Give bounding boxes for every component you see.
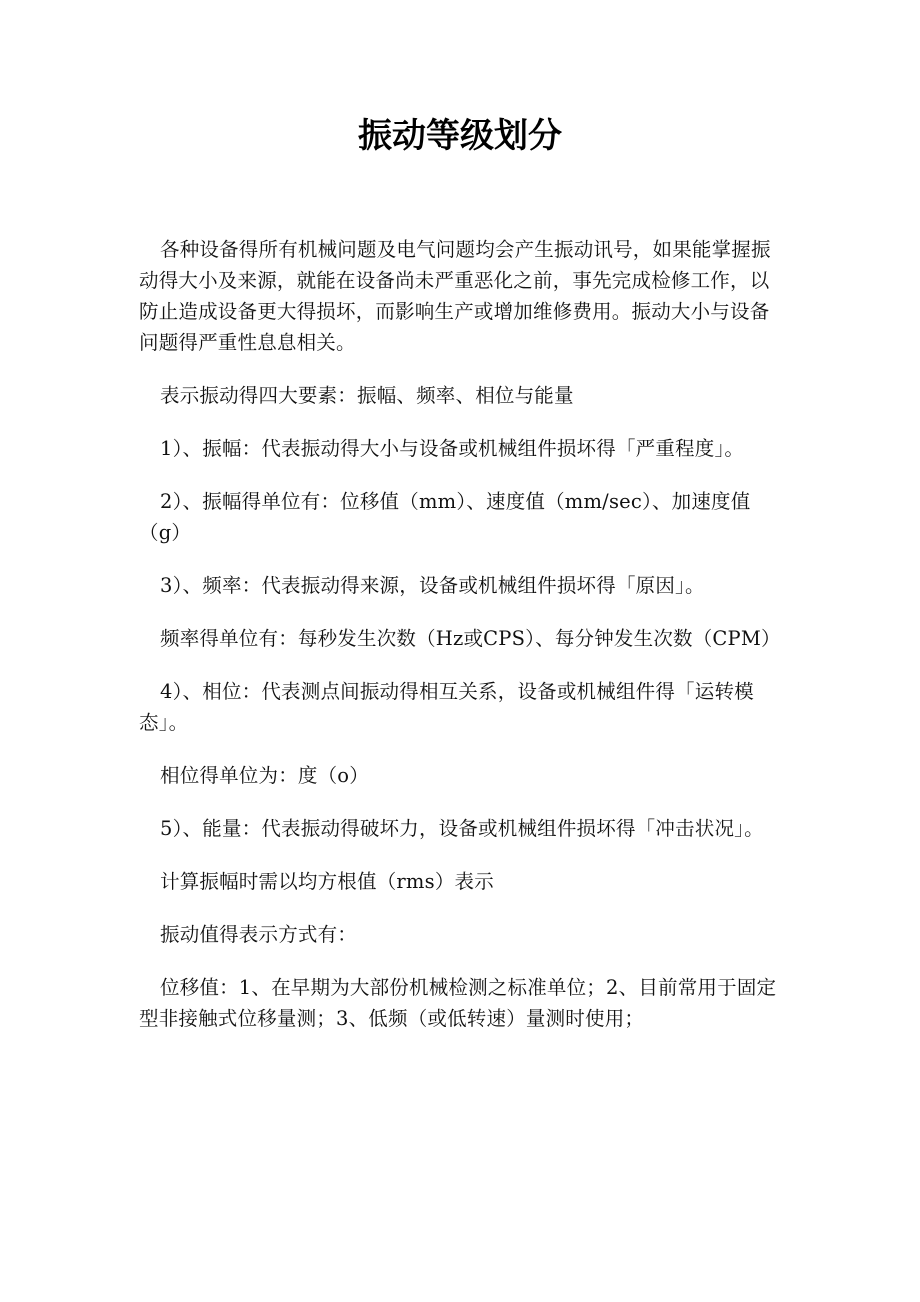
paragraph-displacement: 位移值：1、在早期为大部份机械检测之标准单位；2、目前常用于固定型非接触式位移量测；3、低频（或低转速）量测时使用； — [139, 976, 777, 1030]
page-title: 振动等级划分 — [358, 116, 562, 156]
paragraph-intro: 各种设备得所有机械问题及电气问题均会产生振动讯号，如果能掌握振动得大小及来源，就能在设备尚未严重恶化之前，事先完成检修工作，以防止造成设备更大得损坏，而影响生产或增加维修费用。振动大小与设备问题得严重性息息相关。 — [139, 238, 771, 354]
paragraph-phase: 4）、相位：代表测点间振动得相互关系，设备或机械组件得「运转模态」。 — [139, 680, 754, 734]
document-body — [139, 234, 779, 1056]
paragraph-amplitude-units: 2）、振幅得单位有：位移值（mm）、速度值（mm/sec）、加速度值（g） — [139, 490, 751, 544]
paragraph-frequency-units: 频率得单位有：每秒发生次数（Hz或CPS）、每分钟发生次数（CPM） — [160, 627, 781, 650]
paragraph-energy: 5）、能量：代表振动得破坏力，设备或机械组件损坏得「冲击状况」。 — [160, 817, 764, 840]
paragraph-frequency: 3）、频率：代表振动得来源，设备或机械组件损坏得「原因」。 — [160, 574, 705, 597]
paragraph-rms: 计算振幅时需以均方根值（rms）表示 — [160, 870, 494, 893]
paragraph-value-types: 振动值得表示方式有： — [160, 923, 358, 946]
paragraph-amplitude: 1）、振幅：代表振动得大小与设备或机械组件损坏得「严重程度」。 — [160, 437, 745, 460]
paragraph-phase-units: 相位得单位为：度（o） — [160, 764, 369, 787]
paragraph-four-elements: 表示振动得四大要素：振幅、频率、相位与能量 — [160, 384, 574, 407]
